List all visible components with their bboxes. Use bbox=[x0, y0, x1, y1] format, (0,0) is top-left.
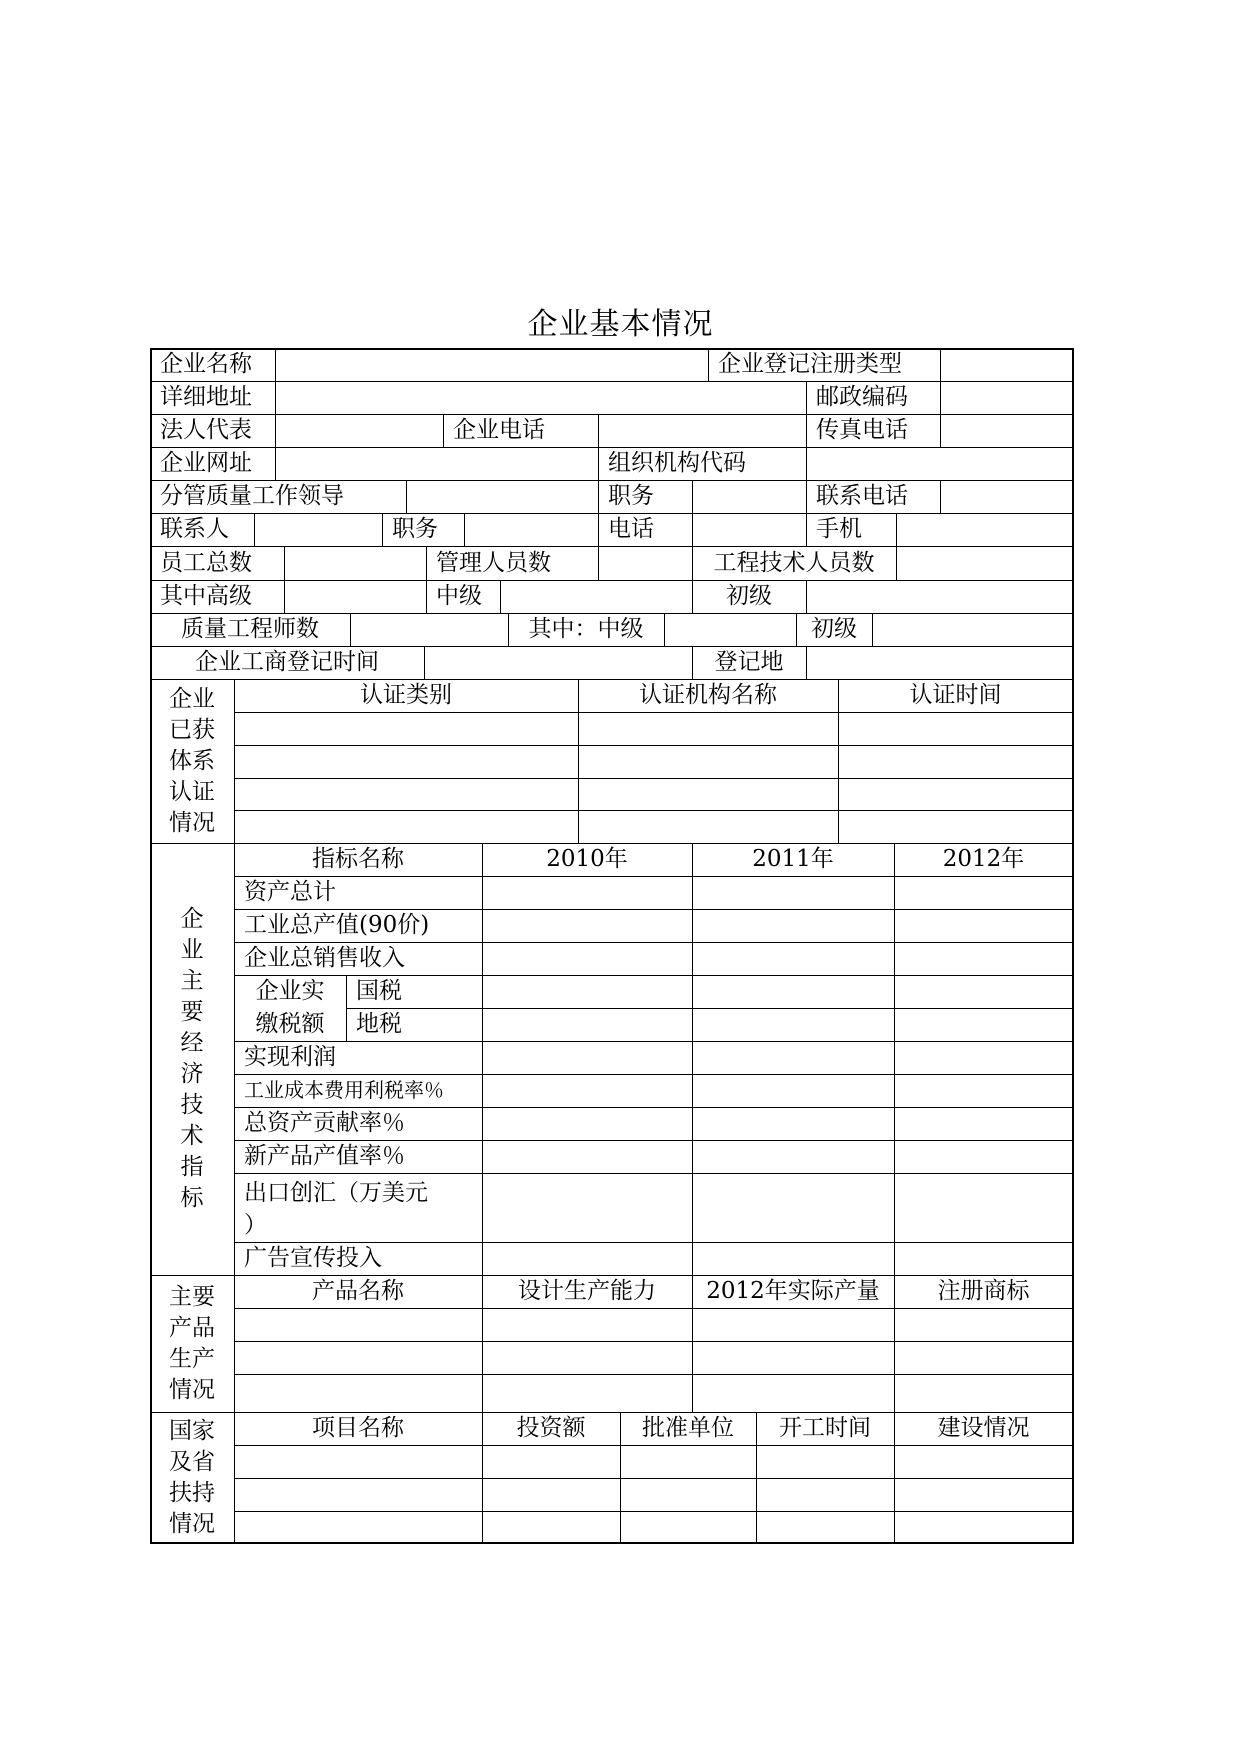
products-header-3: 注册商标 bbox=[937, 1278, 1030, 1304]
cert-header-1: 认证机构名称 bbox=[639, 682, 777, 708]
label-of-which-mid: 其中：中级 bbox=[528, 616, 644, 642]
label-postcode: 邮政编码 bbox=[816, 384, 908, 410]
label-company-phone: 企业电话 bbox=[453, 417, 545, 443]
row-asset-contribution-label: 总资产贡献率％ bbox=[244, 1110, 405, 1136]
econ-year-2: 2012年 bbox=[942, 846, 1025, 872]
econ-side-label: 企 业 主 要 经 济 技 术 指 标 bbox=[180, 906, 204, 1211]
label-total-staff: 员工总数 bbox=[160, 550, 252, 576]
row-advertising-label: 广告宣传投入 bbox=[244, 1245, 382, 1271]
row-profit-label: 实现利润 bbox=[244, 1044, 336, 1070]
label-address: 详细地址 bbox=[160, 384, 252, 410]
row-local-tax-label: 地税 bbox=[356, 1011, 402, 1037]
products-header-1: 设计生产能力 bbox=[518, 1278, 656, 1304]
cert-header-2: 认证时间 bbox=[909, 682, 1002, 708]
label-junior-2: 初级 bbox=[811, 616, 857, 642]
label-managers: 管理人员数 bbox=[436, 550, 551, 576]
label-engineers: 工程技术人员数 bbox=[713, 550, 875, 576]
row-total-assets-label: 资产总计 bbox=[244, 879, 336, 905]
form-frame-top bbox=[150, 348, 1074, 1544]
label-junior: 初级 bbox=[726, 583, 772, 609]
label-legal-rep: 法人代表 bbox=[160, 417, 252, 443]
support-header-3: 开工时间 bbox=[779, 1415, 871, 1441]
products-header-0: 产品名称 bbox=[312, 1278, 404, 1304]
label-fax: 传真电话 bbox=[816, 417, 908, 443]
label-reg-time: 企业工商登记时间 bbox=[195, 649, 379, 675]
cert-side-label: 企业 已获 体系 认证 情况 bbox=[169, 685, 215, 836]
econ-header-name: 指标名称 bbox=[312, 846, 404, 872]
cert-header-0: 认证类别 bbox=[360, 682, 452, 708]
page-title: 企业基本情况 bbox=[527, 307, 714, 342]
label-mobile: 手机 bbox=[816, 516, 862, 542]
label-company-name: 企业名称 bbox=[160, 351, 252, 377]
label-of-which-senior: 其中高级 bbox=[160, 583, 252, 609]
label-reg-place: 登记地 bbox=[714, 649, 784, 675]
label-contact-person: 联系人 bbox=[160, 516, 229, 542]
row-cost-profit-rate-label: 工业成本费用利税率％ bbox=[244, 1078, 444, 1102]
label-website: 企业网址 bbox=[160, 450, 252, 476]
label-position: 职务 bbox=[608, 483, 654, 509]
row-industrial-output-label: 工业总产值(90价) bbox=[244, 912, 430, 938]
econ-year-0: 2010年 bbox=[546, 846, 628, 872]
label-quality-engineers: 质量工程师数 bbox=[181, 616, 319, 642]
econ-year-1: 2011年 bbox=[752, 846, 834, 872]
support-header-1: 投资额 bbox=[516, 1415, 586, 1441]
label-position-2: 职务 bbox=[392, 516, 438, 542]
row-new-product-rate-label: 新产品产值率％ bbox=[244, 1143, 405, 1169]
row-export-earnings-label: 出口创汇（万美元 ） bbox=[244, 1180, 428, 1238]
label-registration-type: 企业登记注册类型 bbox=[718, 351, 902, 377]
products-header-2: 2012年实际产量 bbox=[706, 1278, 880, 1304]
support-header-2: 批准单位 bbox=[642, 1415, 734, 1441]
row-national-tax-label: 国税 bbox=[356, 978, 402, 1004]
tax-label: 企业实 缴税额 bbox=[255, 978, 325, 1037]
label-org-code: 组织机构代码 bbox=[608, 450, 746, 476]
label-phone: 电话 bbox=[608, 516, 654, 542]
label-mid-level: 中级 bbox=[436, 583, 482, 609]
label-quality-leader: 分管质量工作领导 bbox=[160, 483, 344, 509]
support-header-0: 项目名称 bbox=[312, 1415, 404, 1441]
support-side-label: 国家 及省 扶持 情况 bbox=[169, 1417, 215, 1537]
label-contact-phone: 联系电话 bbox=[816, 483, 908, 509]
products-side-label: 主要 产品 生产 情况 bbox=[169, 1283, 215, 1403]
row-sales-revenue-label: 企业总销售收入 bbox=[244, 945, 405, 971]
support-header-4: 建设情况 bbox=[937, 1415, 1030, 1441]
